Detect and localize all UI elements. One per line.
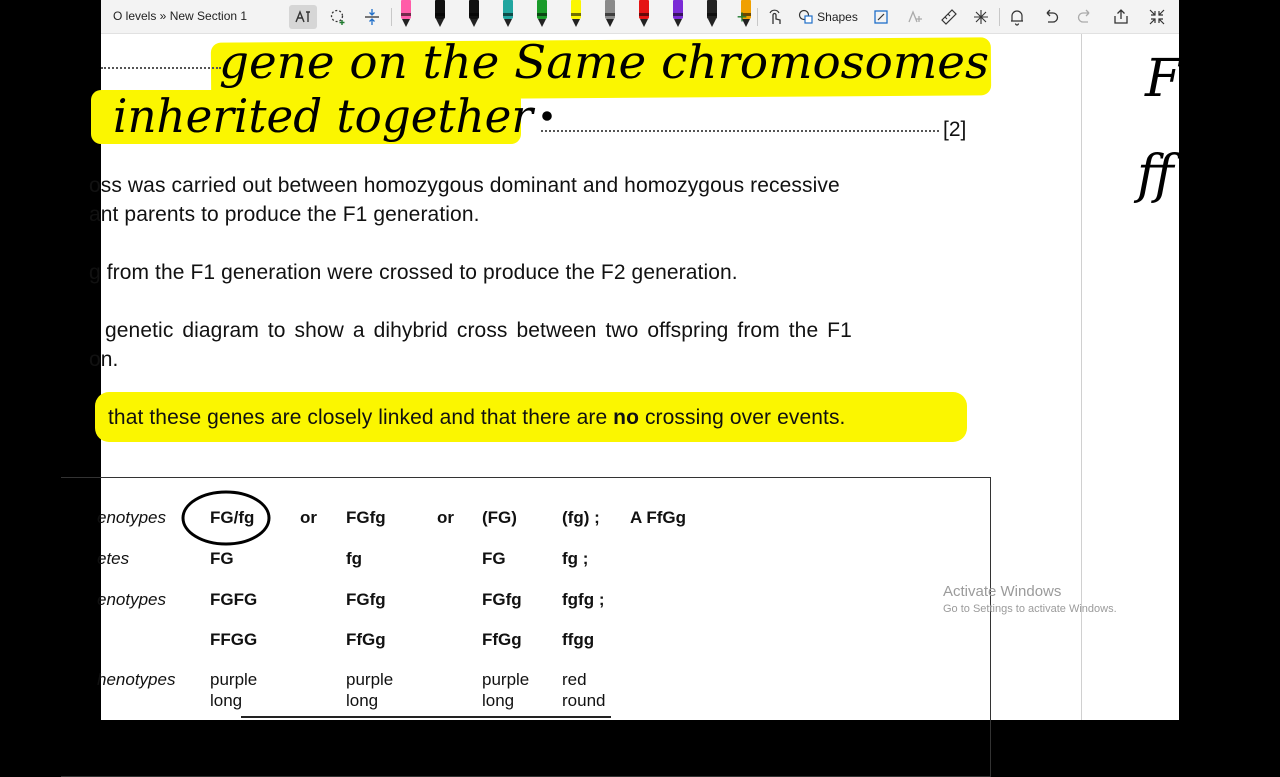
phenotype-underline xyxy=(241,716,611,718)
genotype-cell: FfGg xyxy=(346,630,386,649)
undo-button[interactable] xyxy=(1039,5,1063,29)
add-space-icon xyxy=(363,8,381,26)
share-icon xyxy=(1112,8,1130,26)
pen-band xyxy=(537,13,547,16)
genotype-cell: FFGG xyxy=(210,630,258,649)
question-line: genetic diagram to show a dihybrid cross between two offspring from the F1 xyxy=(105,319,852,342)
ink-math-icon xyxy=(906,8,924,26)
phenotype-cell xyxy=(562,669,605,711)
add-pen-button[interactable] xyxy=(731,5,753,29)
pen-gray[interactable] xyxy=(603,0,617,30)
pen-band xyxy=(639,13,649,16)
phenotype-shape: long xyxy=(346,691,379,710)
redo-icon xyxy=(1076,9,1094,25)
shapes-button[interactable] xyxy=(797,5,859,29)
instruction-text-post: crossing over events. xyxy=(644,406,846,429)
pen-icon xyxy=(605,0,615,19)
ruler-button[interactable] xyxy=(937,5,961,29)
highlight-stroke xyxy=(91,90,521,144)
marks-label: [2] xyxy=(943,118,967,141)
or-text: or xyxy=(300,508,317,527)
full-screen-button[interactable] xyxy=(1145,5,1169,29)
pen-icon xyxy=(639,0,649,19)
phenotype-colour: purple xyxy=(346,670,394,689)
pen-icon xyxy=(673,0,683,19)
answer-box xyxy=(61,477,991,777)
gamete-cell: fg ; xyxy=(562,549,589,568)
toolbar-separator xyxy=(999,8,1000,26)
ruler-icon xyxy=(940,8,958,26)
convert-shape-icon xyxy=(872,8,890,26)
pen-icon xyxy=(537,0,547,19)
toolbar-separator xyxy=(757,8,758,26)
genotype-cell: FGfg xyxy=(346,508,386,527)
pen-tip-icon xyxy=(504,19,512,27)
pen-band xyxy=(673,13,683,16)
toolbar-separator xyxy=(391,8,392,26)
pen-band xyxy=(605,13,615,16)
letterbox-right xyxy=(1179,0,1280,720)
handwriting-line-1: gene on the Same chromosomes xyxy=(219,35,989,89)
note-page[interactable] xyxy=(89,34,1081,720)
pen-black-2[interactable] xyxy=(467,0,481,30)
row-label-parental-genotypes: enotypes xyxy=(97,508,166,527)
pen-band xyxy=(571,13,581,16)
ink-replay-icon xyxy=(972,8,990,26)
pen-icon xyxy=(571,0,581,19)
pen-green[interactable] xyxy=(535,0,549,30)
type-select-button[interactable] xyxy=(289,5,317,29)
phenotype-shape: round xyxy=(562,691,606,710)
pen-icon xyxy=(707,0,717,19)
pen-icon xyxy=(469,0,479,19)
gamete-cell: fg xyxy=(346,549,363,568)
draw-toolbar xyxy=(101,0,1179,34)
genotype-cell: FG/fg xyxy=(210,508,255,527)
pen-pink[interactable] xyxy=(399,0,413,30)
phenotype-shape: long xyxy=(210,691,243,710)
pen-tip-icon xyxy=(640,19,648,27)
answer-line xyxy=(101,67,221,69)
question-line: g from the F1 generation were crossed to produce the F2 generation. xyxy=(89,261,738,284)
question-line: oss was carried out between homozygous dominant and homozygous recessive xyxy=(89,174,840,197)
notifications-button[interactable] xyxy=(1005,5,1029,29)
genotype-cell: A FfGg xyxy=(630,508,687,527)
instruction-emphasis: no xyxy=(613,406,640,429)
question-line: on. xyxy=(89,348,119,371)
pen-tip-icon xyxy=(606,19,614,27)
pen-icon xyxy=(503,0,513,19)
pen-tip-icon xyxy=(674,19,682,27)
pen-tip-icon xyxy=(470,19,478,27)
genotype-cell: FGfg xyxy=(346,590,386,609)
phenotype-colour: red xyxy=(562,670,587,689)
pen-tip-icon xyxy=(436,19,444,27)
question-line: ant parents to produce the F1 generation. xyxy=(89,203,480,226)
genotype-cell: ffgg xyxy=(562,630,595,649)
pen-tip-icon xyxy=(538,19,546,27)
exit-full-screen-icon xyxy=(1149,9,1165,25)
question-line-instruction xyxy=(108,406,845,430)
gamete-cell: FG xyxy=(210,549,234,568)
pen-tip-icon xyxy=(402,19,410,27)
ink-replay-button[interactable] xyxy=(969,5,993,29)
add-space-button[interactable] xyxy=(359,5,385,29)
genotype-cell: (FG) xyxy=(482,508,517,527)
row-label-gametes: etes xyxy=(97,549,130,568)
phenotype-shape: long xyxy=(482,691,515,710)
genotype-cell: FfGg xyxy=(482,630,522,649)
pen-icon xyxy=(401,0,411,19)
plus-icon: + xyxy=(736,6,748,27)
genotype-cell: fgfg ; xyxy=(562,590,605,609)
lasso-text-icon xyxy=(294,9,312,25)
undo-icon xyxy=(1042,9,1060,25)
pen-tip-icon xyxy=(708,19,716,27)
shapes-icon xyxy=(798,9,814,25)
gamete-cell: FG xyxy=(482,549,506,568)
genotype-cell: (fg) ; xyxy=(562,508,600,527)
watermark-subtitle: Go to Settings to activate Windows. xyxy=(943,603,1117,615)
share-button[interactable] xyxy=(1109,5,1133,29)
handwriting-line-2: inherited together xyxy=(113,89,536,143)
pen-teal[interactable] xyxy=(501,0,515,30)
row-label-phenotypes: henotypes xyxy=(97,670,176,689)
watermark-title: Activate Windows xyxy=(943,583,1062,600)
ink-to-math-button[interactable] xyxy=(903,5,927,29)
instruction-text-pre: that these genes are closely linked and that there are xyxy=(108,406,608,429)
breadcrumb[interactable]: O levels » New Section 1 xyxy=(113,9,248,23)
pen-band xyxy=(707,13,717,16)
or-text: or xyxy=(437,508,454,527)
pen-band xyxy=(401,13,411,16)
ink-to-shape-convert-button[interactable] xyxy=(869,5,893,29)
bell-icon xyxy=(1009,8,1025,26)
pen-band xyxy=(435,13,445,16)
pen-tip-icon xyxy=(572,19,580,27)
pen-black-1[interactable] xyxy=(433,0,447,30)
pen-band xyxy=(503,13,513,16)
lasso-select-button[interactable] xyxy=(325,5,351,29)
touch-draw-icon xyxy=(766,8,784,26)
side-handwriting-bottom: ff xyxy=(1137,145,1174,205)
phenotype-colour: purple xyxy=(210,670,258,689)
pen-yellow-highlighter[interactable] xyxy=(569,0,583,30)
answer-line xyxy=(541,130,939,132)
pen-purple[interactable] xyxy=(671,0,685,30)
phenotype-cell xyxy=(346,669,393,711)
redo-button[interactable] xyxy=(1073,5,1097,29)
phenotype-colour: purple xyxy=(482,670,530,689)
pen-band xyxy=(469,13,479,16)
pen-icon xyxy=(435,0,445,19)
pen-red[interactable] xyxy=(637,0,651,30)
shapes-label: Shapes xyxy=(817,10,858,24)
page-margin-line xyxy=(1081,34,1082,720)
activation-watermark xyxy=(943,583,1117,615)
onenote-window xyxy=(89,0,1182,720)
ink-to-shape-button[interactable] xyxy=(763,5,787,29)
row-label-offspring-genotypes: enotypes xyxy=(97,590,166,609)
lasso-select-icon xyxy=(329,8,347,26)
genotype-cell: FGFG xyxy=(210,590,258,609)
phenotype-cell xyxy=(482,669,529,711)
phenotype-cell xyxy=(210,669,257,711)
side-handwriting-top: F xyxy=(1145,49,1182,109)
pen-black-3[interactable] xyxy=(705,0,719,30)
genotype-cell: FGfg xyxy=(482,590,522,609)
